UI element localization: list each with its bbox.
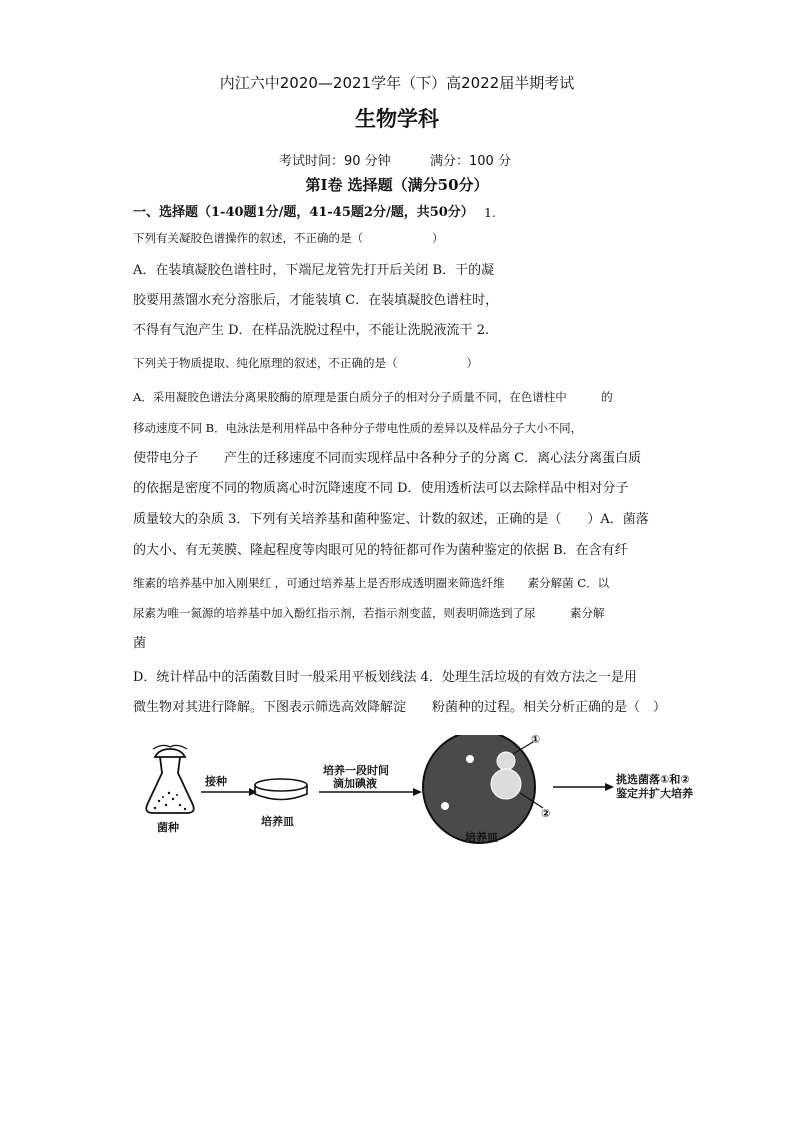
question-line: 维素的培养基中加入刚果红 ，可通过培养基上是否形成透明圈来筛选纤维 素分解菌 C．以 — [133, 576, 610, 590]
step2-label-line2: 滴加碘液 — [333, 777, 377, 790]
result-line2: 鉴定并扩大培养 — [616, 787, 693, 800]
colony-1-icon — [497, 752, 515, 770]
colony2-mark: ② — [541, 807, 551, 820]
question-line: A．采用凝胶色谱法分离果胶酶的原理是蛋白质分子的相对分子质量不同，在色谱柱中 的 — [133, 390, 613, 404]
question-line: 的大小、有无荚膜、隆起程度等肉眼可见的特征都可作为菌种鉴定的依据 B．在含有纤 — [133, 543, 628, 558]
colony1-mark: ① — [531, 735, 541, 746]
colony-small-icon — [466, 755, 474, 763]
flask-icon — [146, 745, 194, 813]
dish2-label: 培养皿 — [465, 831, 498, 844]
exam-time: 考试时间：90 分钟 — [279, 154, 391, 169]
question-line: 下列关于物质提取、纯化原理的叙述，不正确的是（ ） — [133, 356, 478, 370]
school-title: 内江六中2020—2021学年（下）高2022届半期考试 — [219, 74, 575, 92]
arrow-result-head — [605, 783, 614, 791]
screening-process-figure — [133, 735, 733, 850]
full-score: 满分：100 分 — [430, 154, 511, 169]
dish1-label: 培养皿 — [261, 815, 294, 828]
step1-label: 接种 — [205, 775, 227, 788]
flask-label: 菌种 — [157, 821, 179, 834]
question-line: 尿素为唯一氮源的培养基中加入酚红指示剂，若指示剂变蓝，则表明筛选到了尿 素分解 — [133, 606, 605, 620]
question-line: 不得有气泡产生 D．在样品洗脱过程中，不能让洗脱液流干 2. — [133, 323, 490, 338]
question-line: 质量较大的杂质 3．下列有关培养基和菌种鉴定、计数的叙述，正确的是（ ）A．菌落 — [133, 512, 649, 527]
result-line1: 挑选菌落①和② — [616, 773, 690, 786]
part-title: 第Ⅰ卷 选择题（满分50分） — [305, 176, 489, 194]
petri-dish-icon — [255, 779, 307, 800]
question-line: 菌 — [133, 636, 147, 651]
colony-2-icon — [491, 769, 521, 799]
question-line: 的依据是密度不同的物质离心时沉降速度不同 D．使用透析法可以去除样品中相对分子 — [133, 481, 629, 496]
question-line: 胶要用蒸馏水充分溶胀后，才能装填 C．在装填凝胶色谱柱时， — [133, 293, 499, 308]
question-line: 下列有关凝胶色谱操作的叙述，不正确的是（ ） — [133, 231, 444, 245]
first-question-number: 1. — [484, 205, 496, 220]
subject-title: 生物学科 — [355, 106, 439, 131]
colony-small-icon — [441, 802, 449, 810]
question-line: A．在装填凝胶色谱柱时，下端尼龙管先打开后关闭 B．干的凝 — [133, 263, 495, 278]
question-line: 使带电分子 产生的迁移速度不同而实现样品中各种分子的分离 C．离心法分离蛋白质 — [133, 451, 642, 466]
question-line: 移动速度不同 B．电泳法是利用样品中各种分子带电性质的差异以及样品分子大小不同， — [133, 421, 583, 435]
step2-label-line1: 培养一段时间 — [323, 764, 389, 777]
section-heading: 一、选择题（1-40题1分/题，41-45题2分/题，共50分） — [133, 205, 474, 220]
flask-contents-icon — [154, 792, 186, 810]
arrow-culture-head — [413, 788, 422, 796]
question-line: 微生物对其进行降解。下图表示筛选高效降解淀 粉菌种的过程。相关分析正确的是（ ） — [133, 700, 667, 715]
question-line: D．统计样品中的活菌数目时一般采用平板划线法 4．处理生活垃圾的有效方法之一是用 — [133, 670, 637, 685]
